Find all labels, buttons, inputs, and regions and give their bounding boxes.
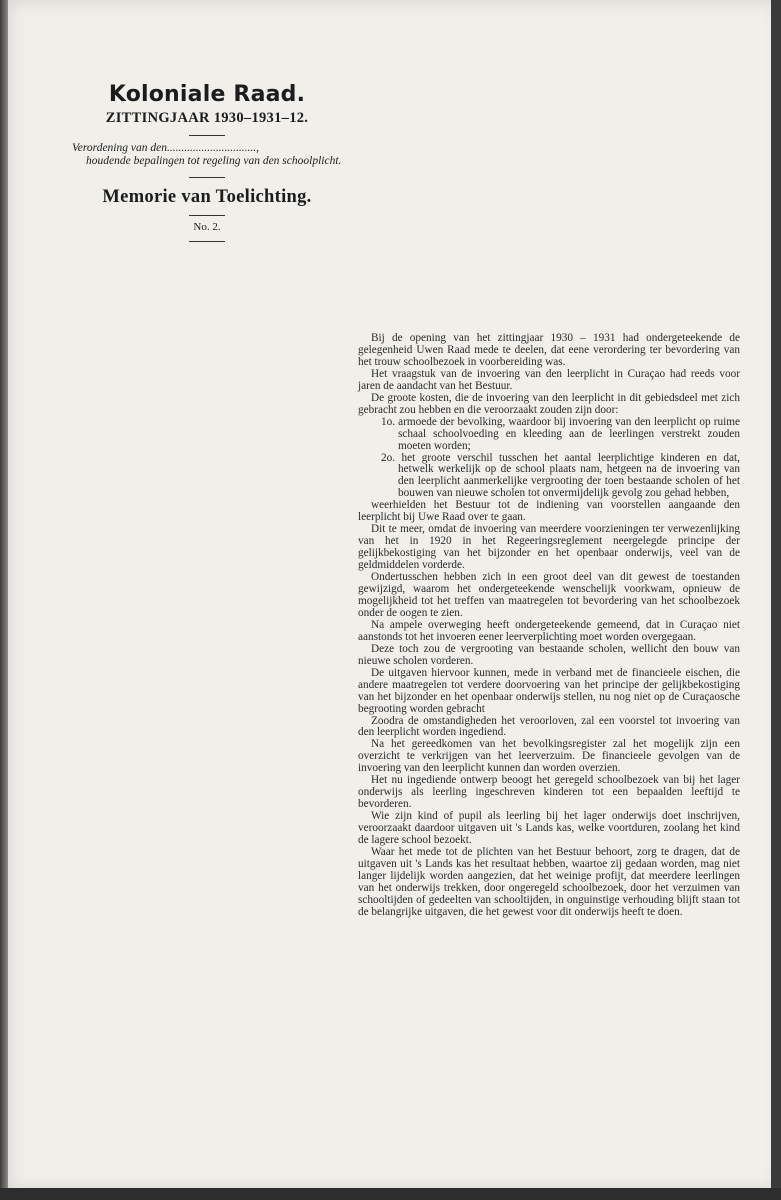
divider [189,215,225,216]
list-item: 1o. armoede der bevolking, waardoor bij invoering van den leerplicht op ruime schaal schoolvoeding en kleeding aan de leerlingen verstrekt zouden moeten worden; [381,415,740,452]
explanatory-text [358,333,740,919]
document-number: No. 2. [193,221,221,233]
document-header [72,82,342,248]
regulation-title [72,142,342,168]
divider [189,135,225,136]
paragraph: Deze toch zou de vergrooting van bestaande scholen, wellicht den bouw van nieuwe scholen vorderen. [358,642,740,667]
scan-border-right [771,0,781,1200]
page-binding-edge [0,0,8,1200]
regulation-line-2: houdende bepalingen tot regeling van den schoolplicht. [86,155,342,167]
paragraph: De uitgaven hiervoor kunnen, mede in verband met de financieele eischen, die andere maatregelen tot verdere doorvoering van het principe der gelijkbekostiging van het bijzonder en het openbaar onderwijs stellen, nu nog niet op de Curaçaosche begrooting worden gebracht [358,666,740,715]
paragraph: Na het gereedkomen van het bevolkingsregister zal het mogelijk zijn een overzicht te verkrijgen van het leerverzuim. De financieele gevolgen van de invoering van den leerplicht kunnen dan worden overzien. [358,738,740,775]
paragraph: Wie zijn kind of pupil als leerling bij het lager onderwijs doet inschrijven, veroorzaakt daardoor uitgaven uit 's Lands kas, welke voortduren, zoolang het kind de lagere school bezoekt. [358,810,740,847]
paragraph: Zoodra de omstandigheden het veroorloven, zal een voorstel tot invoering van den leerplicht worden ingediend. [358,714,740,739]
memorie-heading: Memorie van Toelichting. [102,187,312,207]
paragraph: Dit te meer, omdat de invoering van meerdere voorzieningen ter verwezenlijking van het in 1920 in het Regeeringsreglement neergelegde principe der gelijkbekostiging van het bijzonder en het openbaar onderwijs, veel van de geldmiddelen vorderde. [358,523,740,572]
paragraph: Bij de opening van het zittingjaar 1930 – 1931 had ondergeteekende de gelegenheid Uwen Raad mede te deelen, dat eene verordering ter bevordering van het trouw schoolbezoek in voorbereiding was. [358,332,740,368]
council-title: Koloniale Raad. [108,82,306,107]
session-year: ZITTINGJAAR 1930–1931–12. [105,110,309,126]
regulation-line-1: Verordening van den..............................., [72,142,259,154]
paragraph: Het vraagstuk van de invoering van den leerplicht in Curaçao had reeds voor jaren de aandacht van het Bestuur. [358,367,740,392]
paragraph: Het nu ingediende ontwerp beoogt het geregeld schoolbezoek van bij het lager onderwijs als leerling ingeschreven kinderen tot een bepaalden leeftijd te bevorderen. [358,774,740,811]
paragraph: Waar het mede tot de plichten van het Bestuur behoort, zorg te dragen, dat de uitgaven uit 's Lands kas het resultaat hebben, waartoe zij gedaan worden, mag niet langer lijdelijk worden aangezien, dat het weinige profijt, dat meerdere leerlingen van het onderwijs trekken, door ongeregeld schoolbezoek, door het verzuimen van schooltijden of gedeelten van schooltijden, in onguinstige verhouding blijft staan tot de belangrijke uitgaven, die het gewest voor dit onderwijs heeft te doen. [358,845,740,918]
paragraph: weerhielden het Bestuur tot de indiening van voorstellen aangaande den leerplicht bij Uwe Raad over te gaan. [358,499,740,524]
list-item: 2o. het groote verschil tusschen het aantal leerplichtige kinderen en dat, hetwelk werkelijk op de school plaats nam, hetgeen na de invoering van den leerplicht aanmerkelijke vergrooting der toen bestaande scholen of het bouwen van nieuwe scholen tot onvermijdelijk gevolg zou gehad hebben, [381,451,740,500]
divider [189,177,225,178]
divider [189,241,225,242]
paragraph: De groote kosten, die de invoering van den leerplicht in dit gebiedsdeel met zich gebracht zou hebben en die veroorzaakt zouden zijn door: [358,391,740,416]
paragraph: Na ampele overweging heeft ondergeteekende gemeend, dat in Curaçao niet aanstonds tot het invoeren eener leerverplichting moet worden overgegaan. [358,618,740,643]
scan-border-bottom [0,1188,781,1200]
paragraph: Ondertusschen hebben zich in een groot deel van dit gewest de toestanden gewijzigd, waarom het ondergeteekende wenschelijk voorkwam, opnieuw de mogelijkheid tot het treffen van maatregelen tot bevordering van het schoolbezoek onder de oogen te zien. [358,571,740,619]
